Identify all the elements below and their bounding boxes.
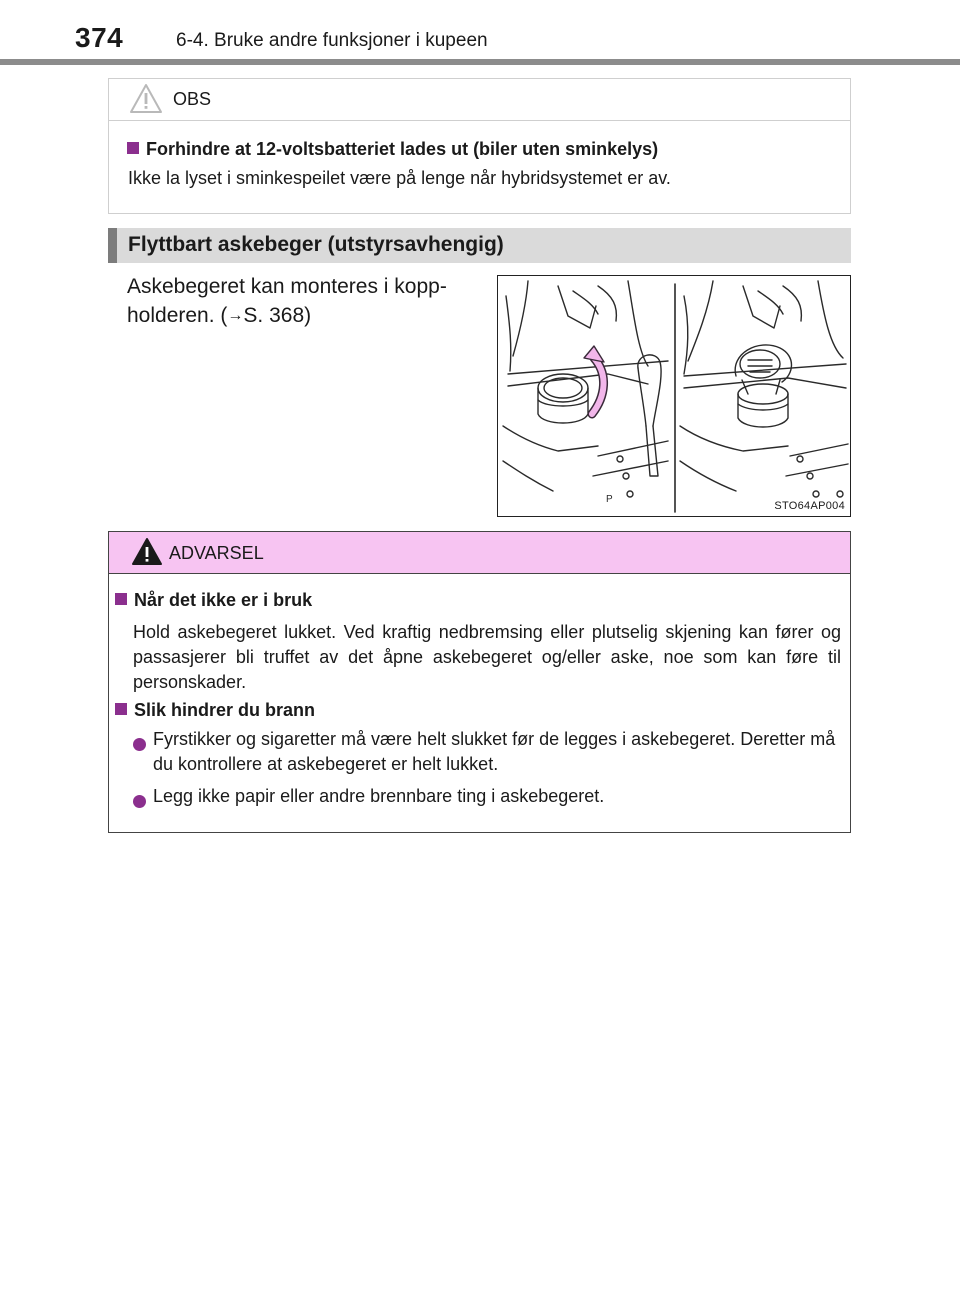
obs-label: OBS (173, 89, 212, 109)
header-rule (0, 59, 960, 65)
ashtray-line-drawing (498, 276, 851, 517)
ashtray-illustration (497, 275, 851, 517)
warning-item-1-title (115, 590, 312, 611)
warning-bullet-2-text: Legg ikke papir eller andre brennbare ting i askebegeret. (153, 786, 605, 806)
round-bullet-icon (133, 733, 151, 758)
warning-item-1-title-text: Når det ikke er i bruk (134, 590, 313, 610)
warning-item-2-title-text: Slik hindrer du brann (134, 700, 316, 720)
warning-header (109, 532, 850, 574)
warning-bullet-2 (133, 784, 843, 809)
square-bullet-icon (115, 703, 127, 715)
caution-triangle-icon (129, 83, 163, 115)
square-bullet-icon (127, 142, 139, 154)
obs-item-title-text: Forhindre at 12-voltsbatteriet lades ut (biler uten sminkelys) (146, 139, 659, 159)
obs-item-text: Ikke la lyset i sminkespeilet være på lenge når hybridsystemet er av. (128, 168, 671, 188)
warning-item-2-title (115, 700, 315, 721)
section-body-text (127, 272, 487, 330)
page-number: 374 (75, 22, 124, 53)
figure-code: STO64AP004 (774, 500, 845, 512)
round-bullet-icon (133, 790, 151, 815)
page-ref-link[interactable]: S. 368) (243, 304, 312, 327)
body-line-2 (127, 301, 487, 330)
body-line-1: Askebegeret kan monteres i kopp- (127, 275, 447, 298)
square-bullet-icon (115, 593, 127, 605)
obs-item-title (127, 139, 658, 160)
warning-bullet-1-text: Fyrstikker og sigaretter må være helt slukket før de legges i askebegeret. Deretter må du kontrollere at askebegeret er helt lukket. (153, 729, 836, 774)
warning-item-1-text: Hold askebegeret lukket. Ved kraftig nedbremsing eller plutselig skjening kan fører og passasjerer bli truffet av det åpne askebegeret og/eller aske, noe som kan føre til personskader. (133, 622, 841, 692)
body-line-2-prefix: holderen. ( (127, 304, 228, 327)
warning-triangle-icon (131, 537, 163, 567)
svg-text:P: P (606, 494, 613, 505)
obs-notice-header (109, 79, 850, 121)
warning-box (108, 531, 851, 833)
section-heading (108, 228, 851, 263)
section-title: 6-4. Bruke andre funksjoner i kupeen (176, 30, 488, 51)
warning-label: ADVARSEL (169, 543, 264, 563)
page-header (0, 0, 960, 70)
section-heading-text: Flyttbart askebeger (utstyrsavhengig) (128, 233, 504, 256)
page-ref-arrow-icon: → (227, 307, 244, 324)
warning-bullet-1 (133, 727, 843, 777)
obs-notice-box (108, 78, 851, 214)
heading-accent-bar (108, 228, 117, 263)
